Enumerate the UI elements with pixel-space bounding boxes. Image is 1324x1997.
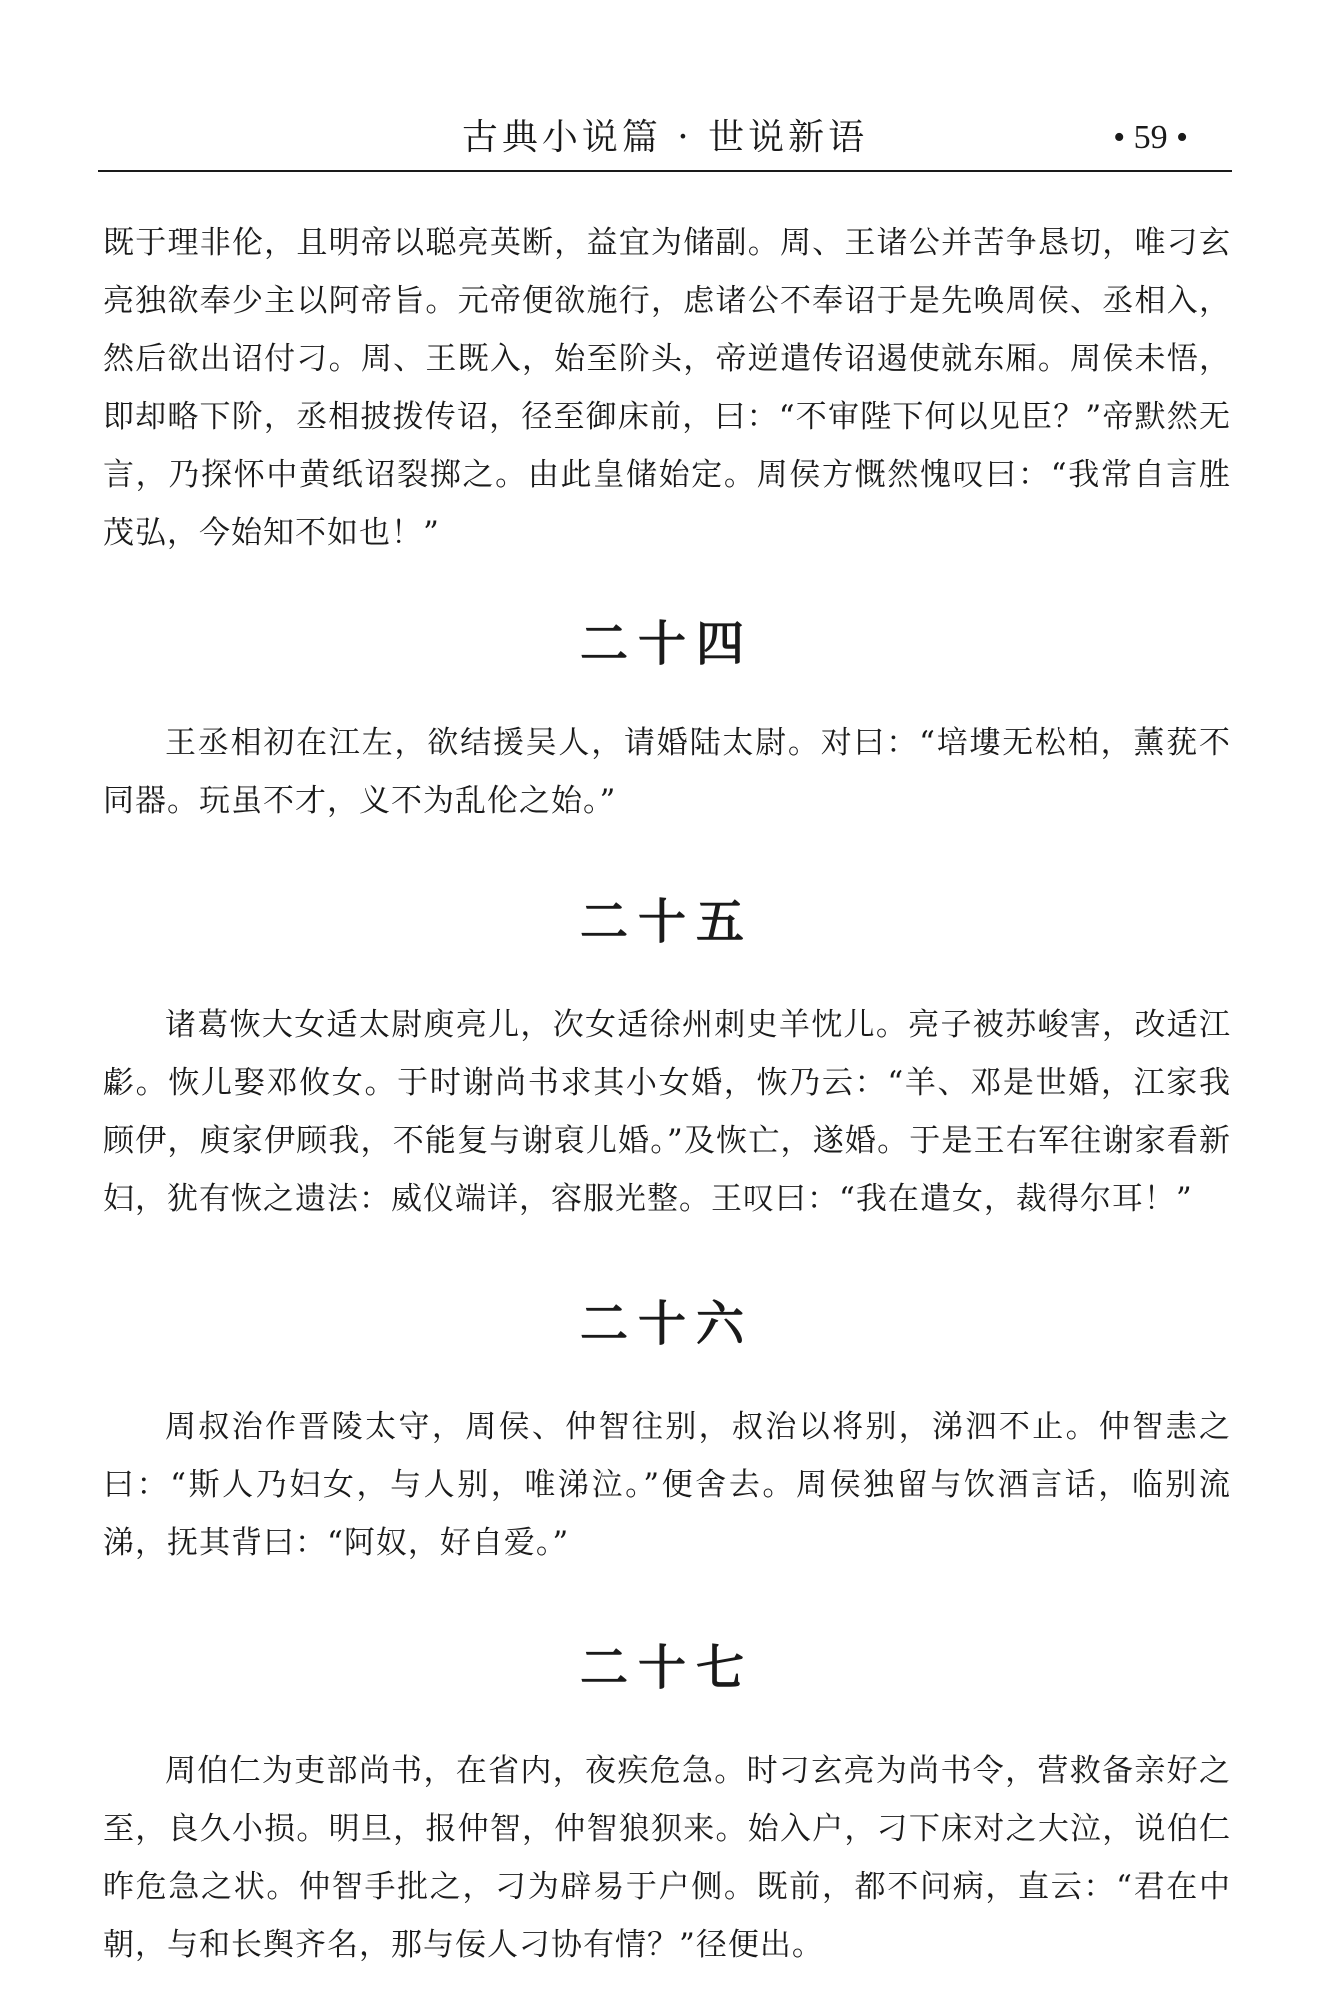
section-heading-26: 二十六 bbox=[579, 1296, 754, 1352]
section-heading-25: 二十五 bbox=[579, 894, 754, 950]
header-title: 古典小说篇 · 世说新语 bbox=[461, 117, 869, 158]
page-number: • 59 • bbox=[1113, 119, 1188, 156]
running-header bbox=[100, 108, 1230, 168]
section-paragraph-25: 诸葛恢大女适太尉庾亮儿，次女适徐州刺史羊忱儿。亮子被苏峻害，改适江虨。恢儿娶邓攸女。于时谢尚书求其小女婚，恢乃云：“羊、邓是世婚，江家我顾伊，庾家伊顾我，不能复与谢裒儿婚。”及恢亡，遂婚。于是王右军往谢家看新妇，犹有恢之遗法：威仪端详，容服光整。王叹曰：“我在遣女，裁得尔耳！” bbox=[103, 1007, 1231, 1217]
section-heading-27: 二十七 bbox=[579, 1640, 754, 1696]
section-heading-24: 二十四 bbox=[579, 616, 754, 672]
page-body bbox=[103, 214, 1231, 1974]
section-paragraph-26: 周叔治作晋陵太守，周侯、仲智往别，叔治以将别，涕泗不止。仲智恚之曰：“斯人乃妇女，与人别，唯涕泣。”便舍去。周侯独留与饮酒言话，临别流涕，抚其背曰：“阿奴，好自爱。” bbox=[103, 1409, 1231, 1561]
section-paragraph-24: 王丞相初在江左，欲结援吴人，请婚陆太尉。对曰：“培塿无松柏，薰莸不同器。玩虽不才，义不为乱伦之始。” bbox=[103, 725, 1231, 819]
continuation-paragraph: 既于理非伦，且明帝以聪亮英断，益宜为储副。周、王诸公并苦争恳切，唯刁玄亮独欲奉少主以阿帝旨。元帝便欲施行，虑诸公不奉诏于是先唤周侯、丞相入，然后欲出诏付刁。周、王既入，始至阶头，帝逆遣传诏遏使就东厢。周侯未悟，即却略下阶，丞相披拨传诏，径至御床前，曰：“不审陛下何以见臣？”帝默然无言，乃探怀中黄纸诏裂掷之。由此皇储始定。周侯方慨然愧叹曰：“我常自言胜茂弘，今始知不如也！” bbox=[103, 225, 1231, 551]
section-paragraph-27: 周伯仁为吏部尚书，在省内，夜疾危急。时刁玄亮为尚书令，营救备亲好之至，良久小损。明旦，报仲智，仲智狼狈来。始入户，刁下床对之大泣，说伯仁昨危急之状。仲智手批之，刁为辟易于户侧。既前，都不问病，直云：“君在中朝，与和长舆齐名，那与佞人刁协有情？”径便出。 bbox=[103, 1753, 1231, 1963]
header-rule bbox=[98, 170, 1232, 172]
